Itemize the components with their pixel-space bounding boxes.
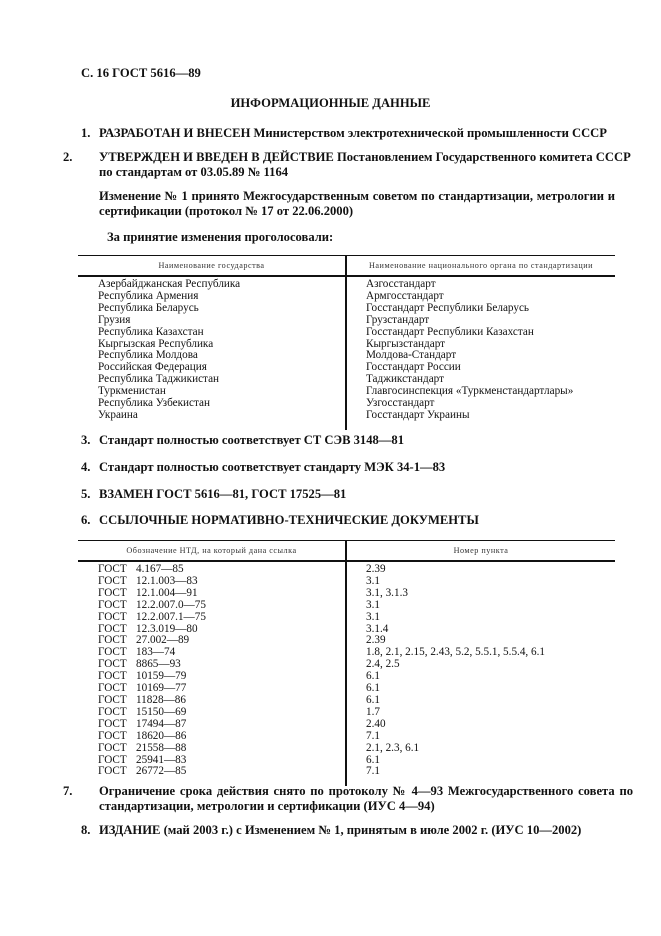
cell-col-1: 26772—85 xyxy=(136,765,187,778)
cell-col-1: 17494—87 xyxy=(136,717,187,730)
cell-col-2: Госстандарт Республики Казахстан xyxy=(366,325,534,338)
section-1-lead: РАЗРАБОТАН И ВНЕСЕН xyxy=(99,126,251,140)
cell-col-2: 6.1 xyxy=(366,682,380,695)
doc-prefix: ГОСТ xyxy=(98,741,127,754)
cell-col-1: 12.2.007.0—75 xyxy=(136,598,206,611)
section-6: 6. ССЫЛОЧНЫЕ НОРМАТИВНО-ТЕХНИЧЕСКИЕ ДОКУМЕНТЫ xyxy=(81,513,479,527)
cell-col-2: 2.4, 2.5 xyxy=(366,658,400,671)
cell-col-2: 3.1.4 xyxy=(366,622,389,635)
cell-col-2: Госстандарт Украины xyxy=(366,408,470,421)
states-table-row xyxy=(78,276,615,291)
refs-table-row xyxy=(78,561,615,576)
section-3: 3. Стандарт полностью соответствует СТ СЭВ 3148—81 xyxy=(81,433,404,447)
cell-col-2: 2.39 xyxy=(366,634,386,647)
doc-prefix: ГОСТ xyxy=(98,693,127,706)
cell-col-1: 21558—88 xyxy=(136,741,187,754)
cell-col-2: Госстандарт Республики Беларусь xyxy=(366,301,530,314)
page-title: ИНФОРМАЦИОННЫЕ ДАННЫЕ xyxy=(230,96,431,110)
cell-col-1: Азербайджанская Республика xyxy=(98,278,241,290)
cell-col-1: Республика Беларусь xyxy=(98,301,199,314)
cell-col-1: 183—74 xyxy=(136,646,176,659)
section-2-lead: УТВЕРЖДЕН И ВВЕДЕН В ДЕЙСТВИЕ xyxy=(99,150,334,164)
cell-col-2: Азгосстандарт xyxy=(366,278,436,290)
section-5: 5. ВЗАМЕН ГОСТ 5616—81, ГОСТ 17525—81 xyxy=(81,487,347,501)
section-2: 2. УТВЕРЖДЕН И ВВЕДЕН В ДЕЙСТВИЕ Постановлением Государственного комитета СССР по стандартам от 03.05.89 № 1164 xyxy=(63,150,631,179)
cell-col-2: 3.1 xyxy=(366,574,380,587)
states-table xyxy=(78,255,615,430)
refs-col-header-clause: Номер пункта xyxy=(346,541,615,562)
cell-col-1: 25941—83 xyxy=(136,753,187,766)
cell-col-1: 27.002—89 xyxy=(136,634,190,647)
doc-prefix: ГОСТ xyxy=(98,658,127,671)
page-header: С. 16 ГОСТ 5616—89 xyxy=(81,66,201,80)
section-7: 7. Ограничение срока действия снято по протоколу № 4—93 Межгосударственного совета по стандартизации, метрологии и сертификации (ИУС 4—94) xyxy=(63,784,633,813)
cell-col-2: 2.39 xyxy=(366,563,386,575)
doc-prefix: ГОСТ xyxy=(98,646,127,659)
doc-prefix: ГОСТ xyxy=(98,670,127,683)
cell-col-2: 6.1 xyxy=(366,753,380,766)
refs-col-header-doc: Обозначение НТД, на который дана ссылка xyxy=(78,541,346,562)
cell-col-1: 10159—79 xyxy=(136,670,187,683)
doc-prefix: ГОСТ xyxy=(98,705,127,718)
section-8: 8. ИЗДАНИЕ (май 2003 г.) с Изменением № 1, принятым в июле 2002 г. (ИУС 10—2002) xyxy=(81,823,582,837)
cell-col-1: 11828—86 xyxy=(136,693,186,706)
states-col-header-state: Наименование государства xyxy=(78,256,346,277)
doc-prefix: ГОСТ xyxy=(98,610,127,623)
amendment-note: Изменение № 1 принято Межгосударственным советом по стандартизации, метрологии и сертификации (протокол № 17 от 22.06.2000) xyxy=(99,189,615,218)
cell-col-1: Республика Таджикистан xyxy=(98,373,220,386)
cell-col-1: Грузия xyxy=(98,313,131,326)
cell-col-1: 10169—77 xyxy=(136,682,187,695)
cell-col-2: Таджикстандарт xyxy=(366,373,445,386)
cell-col-2: 6.1 xyxy=(366,693,380,706)
cell-col-2: Госстандарт России xyxy=(366,361,461,374)
cell-col-1: Кыргызская Республика xyxy=(98,337,214,350)
cell-col-1: 12.2.007.1—75 xyxy=(136,610,206,623)
cell-col-2: Узгосстандарт xyxy=(366,397,435,410)
states-table-row xyxy=(78,410,615,430)
cell-col-2: 1.8, 2.1, 2.15, 2.43, 5.2, 5.5.1, 5.5.4, 6.1 xyxy=(366,646,545,659)
doc-prefix: ГОСТ xyxy=(98,634,127,647)
cell-col-2: 3.1 xyxy=(366,598,380,611)
voted-label: За принятие изменения проголосовали: xyxy=(107,230,334,244)
section-1: 1. РАЗРАБОТАН И ВНЕСЕН Министерством электротехнической промышленности СССР xyxy=(81,126,607,140)
doc-prefix: ГОСТ xyxy=(98,574,127,587)
cell-col-2: 3.1, 3.1.3 xyxy=(366,586,408,599)
section-2-text: Постановлением Государственного комитета СССР по стандартам от 03.05.89 № 1164 xyxy=(99,150,631,179)
references-table xyxy=(78,540,615,786)
doc-prefix: ГОСТ xyxy=(98,729,127,742)
cell-col-1: Украина xyxy=(98,408,138,421)
cell-col-1: 12.1.003—83 xyxy=(136,574,198,587)
cell-col-1: 12.3.019—80 xyxy=(136,622,198,635)
cell-col-2: Молдова-Стандарт xyxy=(366,349,457,362)
cell-col-2: 2.1, 2.3, 6.1 xyxy=(366,741,420,754)
cell-col-2: 7.1 xyxy=(366,729,380,742)
states-table-row xyxy=(78,398,615,410)
cell-col-2: Кыргызстандарт xyxy=(366,337,446,350)
cell-col-2: 7.1 xyxy=(366,765,380,778)
cell-col-2: 2.40 xyxy=(366,717,386,730)
cell-col-1: Республика Молдова xyxy=(98,349,198,362)
doc-prefix: ГОСТ xyxy=(98,765,127,778)
section-4: 4. Стандарт полностью соответствует стандарту МЭК 34-1—83 xyxy=(81,460,446,474)
doc-prefix: ГОСТ xyxy=(98,598,127,611)
doc-prefix: ГОСТ xyxy=(98,753,127,766)
cell-col-1: Республика Армения xyxy=(98,289,199,302)
cell-col-2: Главгосинспекция «Туркменстандартлары» xyxy=(366,385,574,398)
cell-col-2: Армгосстандарт xyxy=(366,289,444,302)
cell-col-1: 15150—69 xyxy=(136,705,187,718)
cell-col-1: 18620—86 xyxy=(136,729,187,742)
section-1-text: Министерством электротехнической промышленности СССР xyxy=(250,126,607,140)
states-col-header-body: Наименование национального органа по стандартизации xyxy=(346,256,615,277)
doc-prefix: ГОСТ xyxy=(98,563,127,575)
cell-col-2: 3.1 xyxy=(366,610,380,623)
cell-col-1: 12.1.004—91 xyxy=(136,586,198,599)
doc-prefix: ГОСТ xyxy=(98,622,127,635)
cell-col-1: Туркменистан xyxy=(98,385,166,398)
cell-col-1: 8865—93 xyxy=(136,658,181,671)
cell-col-1: 4.167—85 xyxy=(136,563,184,575)
cell-col-2: 1.7 xyxy=(366,705,380,718)
cell-col-2: Грузстандарт xyxy=(366,313,430,326)
cell-col-1: Республика Казахстан xyxy=(98,325,204,338)
doc-prefix: ГОСТ xyxy=(98,682,127,695)
cell-col-1: Республика Узбекистан xyxy=(98,397,210,410)
doc-prefix: ГОСТ xyxy=(98,586,127,599)
cell-col-2: 6.1 xyxy=(366,670,380,683)
states-table-row xyxy=(78,303,615,315)
doc-prefix: ГОСТ xyxy=(98,717,127,730)
cell-col-1: Российская Федерация xyxy=(98,361,207,374)
